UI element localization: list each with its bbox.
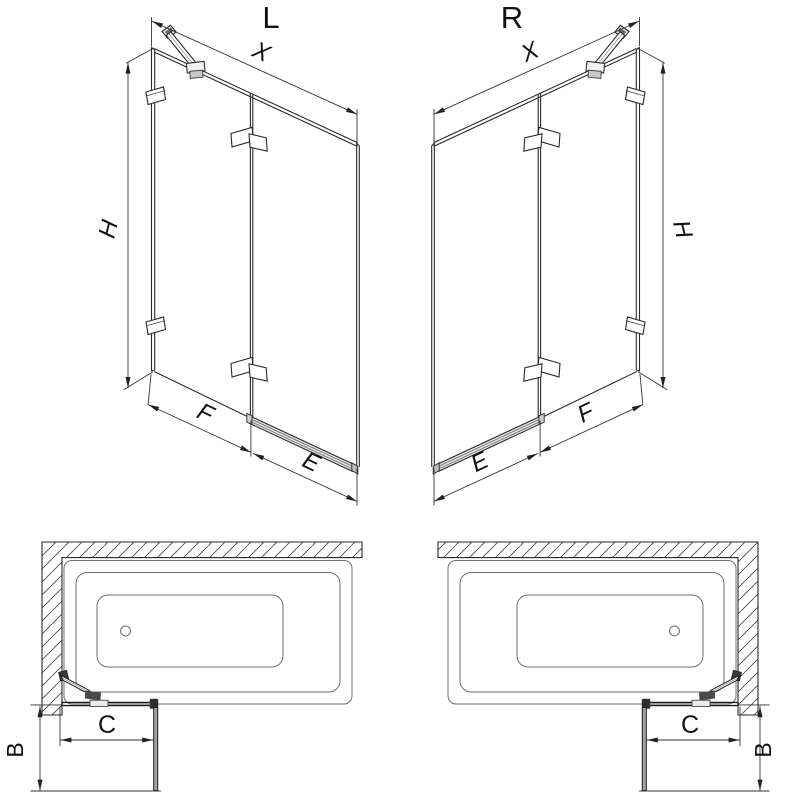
elevation-right-drawing [432,18,667,506]
dim-label-x-right: X [517,36,543,68]
elevation-right-label: R [500,0,524,35]
elevation-left-label: L [262,0,280,35]
bathtub [64,561,352,705]
dim-label-c-right-plan: C [680,711,700,739]
dim-label-f-left: F [192,397,218,429]
dim-label-e-right: E [466,446,493,478]
elevation-left-drawing [124,18,359,506]
dim-label-b-left-plan: B [2,742,28,758]
plan-right-drawing [448,561,769,792]
dim-label-b-right-plan: B [750,742,776,758]
dim-label-h-right: H [667,217,698,241]
plan-dimensions [31,705,161,791]
plan-left-drawing [31,561,352,792]
outer-glass-edge [357,143,360,468]
dim-label-h-left: H [93,217,124,241]
dim-label-x-left: X [248,36,274,68]
screen-door-open [154,708,158,791]
dim-label-c-left-plan: C [97,711,117,739]
dim-label-e-left: E [298,446,325,478]
support-arm [162,25,205,78]
wall-bracket-bottom [146,317,166,335]
dim-label-f-right: F [573,397,599,429]
hinge-bottom [231,357,267,381]
hinge-top [231,127,267,151]
wall-bracket-top [146,87,166,105]
